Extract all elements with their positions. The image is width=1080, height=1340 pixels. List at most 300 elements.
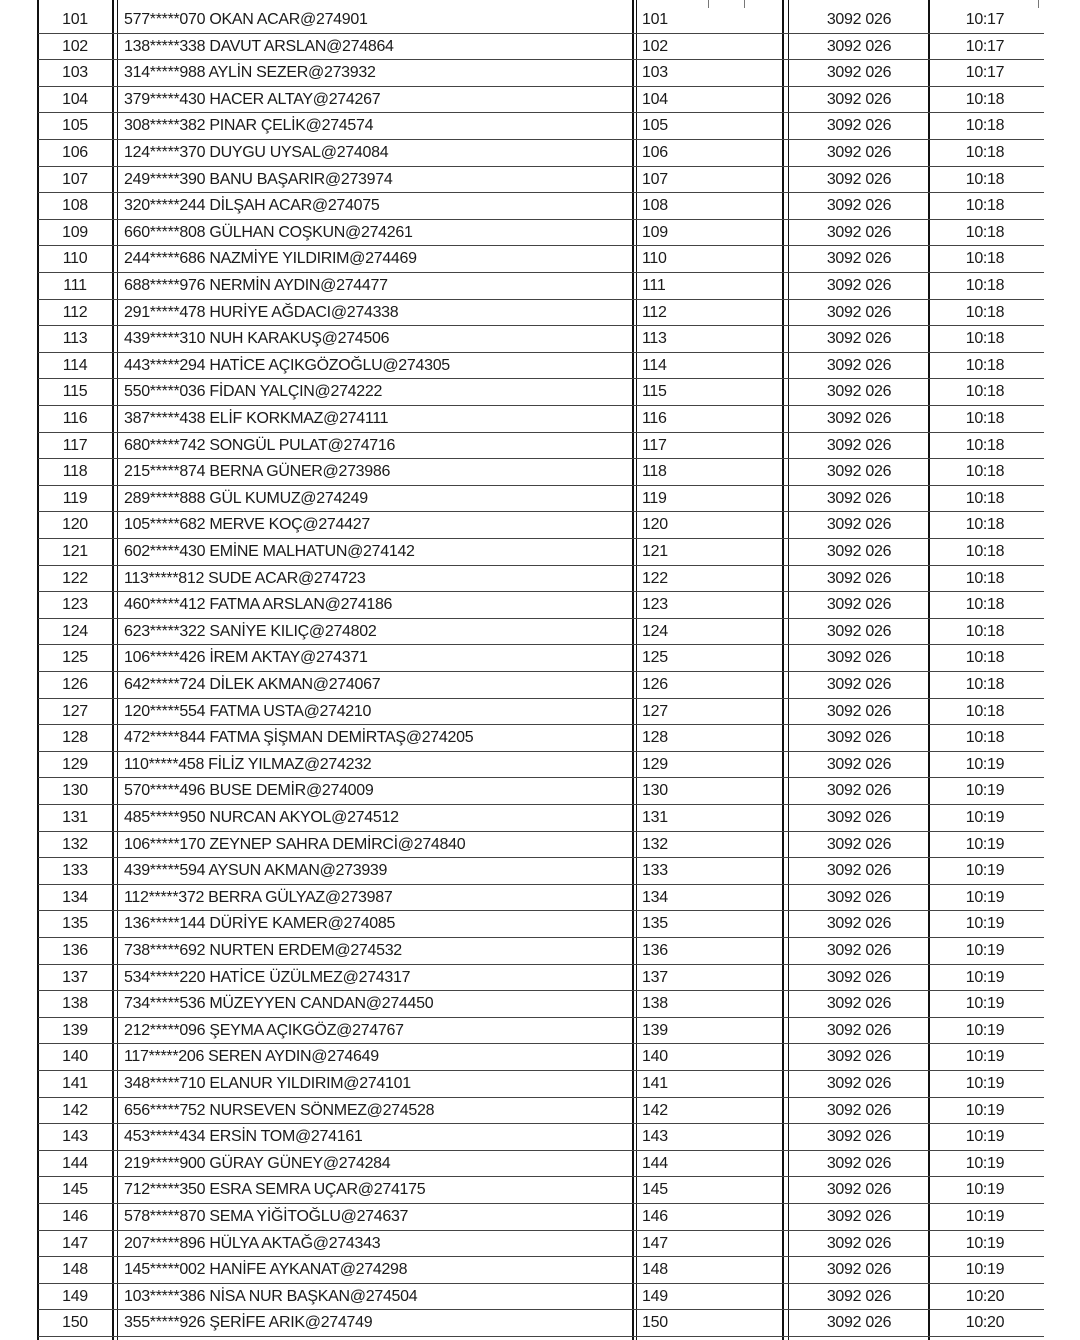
time-cell: 10:17 [965,64,1005,82]
sequence-cell: 124 [642,622,668,640]
sequence-cell: 122 [642,569,668,587]
table-row [38,406,1044,433]
code-cell: 3092 026 [826,410,892,427]
code-cell: 3092 026 [826,144,892,161]
time-cell: 10:18 [965,250,1005,268]
time-cell: 10:20 [965,1287,1005,1305]
participant-cell: 460*****412 FATMA ARSLAN@274186 [124,596,393,614]
time-cell: 10:18 [965,596,1005,614]
row-number-cell: 133 [62,862,88,880]
code-cell: 3092 026 [826,729,892,747]
table-row [38,220,1044,247]
row-number-cell: 113 [62,330,88,348]
participant-cell: 207*****896 HÜLYA AKTAĞ@274343 [124,1234,381,1252]
code-cell: 3092 026 [826,1287,892,1305]
participant-cell: 534*****220 HATİCE ÜZÜLMEZ@274317 [124,968,411,986]
code-cell: 3092 026 [826,1075,892,1092]
time-cell: 10:20 [965,1314,1005,1332]
participant-cell: 120*****554 FATMA USTA@274210 [124,702,372,720]
code-cell: 3092 026 [826,1021,892,1039]
sequence-cell: 147 [642,1234,668,1252]
time-cell: 10:18 [965,676,1005,693]
table-row [38,7,1044,34]
participant-cell: 660*****808 GÜLHAN COŞKUN@274261 [124,223,413,241]
code-cell: 3092 026 [826,782,892,800]
code-cell: 3092 026 [826,1101,892,1119]
row-number-cell: 124 [62,622,88,640]
code-cell: 3092 026 [826,862,892,880]
code-cell: 3092 026 [826,277,892,294]
row-number-cell: 144 [62,1154,88,1172]
row-number-cell: 131 [62,809,88,826]
table-row [38,1177,1044,1204]
table-row [38,592,1044,619]
participant-cell: 623*****322 SANİYE KILIÇ@274802 [124,622,377,640]
code-cell: 3092 026 [826,516,892,534]
code-cell: 3092 026 [826,1128,892,1146]
code-cell: 3092 026 [826,330,892,348]
time-cell: 10:19 [965,862,1005,880]
row-number-cell: 148 [62,1261,88,1279]
sequence-cell: 111 [642,277,666,294]
time-cell: 10:18 [965,170,1005,188]
code-cell: 3092 026 [826,649,892,667]
time-cell: 10:19 [965,1075,1005,1092]
participant-cell: 439*****594 AYSUN AKMAN@273939 [124,862,388,880]
sequence-cell: 134 [642,888,668,906]
table-row [38,1284,1044,1311]
row-number-cell: 121 [62,543,88,560]
table-row [38,938,1044,965]
sequence-cell: 103 [642,64,668,82]
table-row [38,725,1044,752]
code-cell: 3092 026 [826,1048,892,1066]
participant-cell: 439*****310 NUH KARAKUŞ@274506 [124,330,390,348]
participant-cell: 453*****434 ERSİN TOM@274161 [124,1128,363,1146]
row-number-cell: 143 [62,1128,88,1146]
code-cell: 3092 026 [826,250,892,268]
code-cell: 3092 026 [826,303,892,321]
sequence-cell: 137 [642,968,668,986]
participant-cell: 485*****950 NURCAN AKYOL@274512 [124,809,399,826]
code-cell: 3092 026 [826,1154,892,1172]
time-cell: 10:18 [965,729,1005,747]
code-cell: 3092 026 [826,809,892,826]
code-cell: 3092 026 [826,968,892,986]
table-row [38,140,1044,167]
code-cell: 3092 026 [826,1181,892,1199]
time-cell: 10:18 [965,223,1005,241]
row-number-cell: 107 [62,170,88,188]
row-number-cell: 106 [62,144,88,161]
time-cell: 10:18 [965,702,1005,720]
sequence-cell: 107 [642,170,668,188]
code-cell: 3092 026 [826,1261,892,1279]
participant-cell: 387*****438 ELİF KORKMAZ@274111 [124,410,389,427]
sequence-cell: 149 [642,1287,668,1305]
table-row [38,326,1044,353]
row-number-cell: 139 [62,1021,88,1039]
time-cell: 10:18 [965,356,1005,374]
code-cell: 3092 026 [826,622,892,640]
table-row [38,752,1044,779]
participant-cell: 314*****988 AYLİN SEZER@273932 [124,64,376,82]
table-row [38,566,1044,593]
time-cell: 10:18 [965,330,1005,348]
code-cell: 3092 026 [826,64,892,82]
row-number-cell: 145 [62,1181,88,1199]
table-row [38,1151,1044,1178]
sequence-cell: 136 [642,942,668,959]
table-row [38,87,1044,114]
table-row [38,699,1044,726]
participant-cell: 105*****682 MERVE KOÇ@274427 [124,516,370,534]
table-row [38,1098,1044,1125]
table-row [38,1124,1044,1151]
row-number-cell: 108 [62,197,88,215]
participant-cell: 113*****812 SUDE ACAR@274723 [124,569,366,587]
sequence-cell: 106 [642,144,668,161]
sequence-cell: 144 [642,1154,668,1172]
sequence-cell: 109 [642,223,668,241]
time-cell: 10:18 [965,144,1005,161]
time-cell: 10:19 [965,809,1005,826]
participant-cell: 249*****390 BANU BAŞARIR@273974 [124,170,393,188]
table-row [38,805,1044,832]
sequence-cell: 131 [642,809,668,826]
participant-cell: 656*****752 NURSEVEN SÖNMEZ@274528 [124,1101,435,1119]
code-cell: 3092 026 [826,90,892,108]
participant-cell: 443*****294 HATİCE AÇIKGÖZOĞLU@274305 [124,356,450,374]
time-cell: 10:19 [965,1128,1005,1146]
sequence-cell: 140 [642,1048,668,1066]
sequence-cell: 145 [642,1181,668,1199]
row-number-cell: 138 [62,995,88,1013]
participant-cell: 219*****900 GÜRAY GÜNEY@274284 [124,1154,391,1172]
participant-cell: 124*****370 DUYGU UYSAL@274084 [124,144,389,161]
participant-cell: 106*****170 ZEYNEP SAHRA DEMİRCİ@274840 [124,835,466,853]
row-number-cell: 123 [62,596,88,614]
table-row [38,1310,1044,1337]
participant-cell: 145*****002 HANİFE AYKANAT@274298 [124,1261,408,1279]
sequence-cell: 123 [642,596,668,614]
code-cell: 3092 026 [826,596,892,614]
time-cell: 10:19 [965,755,1005,773]
time-cell: 10:18 [965,303,1005,321]
row-number-cell: 120 [62,516,88,534]
time-cell: 10:19 [965,1208,1005,1225]
row-number-cell: 149 [62,1287,88,1305]
participant-cell: 117*****206 SEREN AYDIN@274649 [124,1048,379,1066]
participant-cell: 112*****372 BERRA GÜLYAZ@273987 [124,888,393,906]
time-cell: 10:17 [965,37,1005,55]
sequence-cell: 150 [642,1314,668,1332]
participant-cell: 379*****430 HACER ALTAY@274267 [124,90,381,108]
code-cell: 3092 026 [826,676,892,693]
table-row [38,832,1044,859]
participant-cell: 212*****096 ŞEYMA AÇIKGÖZ@274767 [124,1021,404,1039]
sequence-cell: 135 [642,915,668,933]
time-cell: 10:19 [965,888,1005,906]
participant-cell: 734*****536 MÜZEYYEN CANDAN@274450 [124,995,434,1013]
sequence-cell: 142 [642,1101,668,1119]
table-row [38,858,1044,885]
participant-cell: 688*****976 NERMİN AYDIN@274477 [124,277,388,294]
row-number-cell: 103 [62,64,88,82]
sequence-cell: 148 [642,1261,668,1279]
participant-cell: 578*****870 SEMA YİĞİTOĞLU@274637 [124,1208,409,1225]
sequence-cell: 104 [642,90,668,108]
table-row [38,273,1044,300]
row-number-cell: 132 [62,835,88,853]
sequence-cell: 120 [642,516,668,534]
time-cell: 10:19 [965,968,1005,986]
table-row [38,167,1044,194]
sequence-cell: 102 [642,37,668,55]
row-number-cell: 150 [62,1314,88,1332]
time-cell: 10:18 [965,277,1005,294]
table-row [38,619,1044,646]
sequence-cell: 132 [642,835,668,853]
table-row [38,539,1044,566]
participant-cell: 642*****724 DİLEK AKMAN@274067 [124,676,381,693]
row-number-cell: 110 [62,250,88,268]
sequence-cell: 139 [642,1021,668,1039]
participant-cell: 472*****844 FATMA ŞİŞMAN DEMİRTAŞ@274205 [124,729,474,747]
participant-cell: 355*****926 ŞERİFE ARIK@274749 [124,1314,373,1332]
code-cell: 3092 026 [826,197,892,215]
row-number-cell: 115 [62,383,88,401]
code-cell: 3092 026 [826,489,892,507]
table-row [38,512,1044,539]
sequence-cell: 133 [642,862,668,880]
time-cell: 10:19 [965,1101,1005,1119]
code-cell: 3092 026 [826,117,892,135]
time-cell: 10:18 [965,569,1005,587]
participant-cell: 110*****458 FİLİZ YILMAZ@274232 [124,755,372,773]
row-number-cell: 141 [62,1075,88,1092]
participant-cell: 244*****686 NAZMİYE YILDIRIM@274469 [124,250,417,268]
time-cell: 10:19 [965,942,1005,959]
table-row [38,991,1044,1018]
row-number-cell: 142 [62,1101,88,1119]
code-cell: 3092 026 [826,569,892,587]
sequence-cell: 105 [642,117,668,135]
participant-cell: 738*****692 NURTEN ERDEM@274532 [124,942,402,959]
table-row [38,1044,1044,1071]
code-cell: 3092 026 [826,915,892,933]
participant-cell: 136*****144 DÜRİYE KAMER@274085 [124,915,396,933]
table-row [38,885,1044,912]
time-cell: 10:19 [965,1181,1005,1199]
participant-cell: 291*****478 HURİYE AĞDACI@274338 [124,303,399,321]
row-number-cell: 126 [62,676,88,693]
time-cell: 10:18 [965,489,1005,507]
row-number-cell: 112 [62,303,88,321]
table-row [38,1018,1044,1045]
row-number-cell: 135 [62,915,88,933]
participant-cell: 577*****070 OKAN ACAR@274901 [124,11,368,28]
participant-cell: 106*****426 İREM AKTAY@274371 [124,649,368,667]
time-cell: 10:18 [965,516,1005,534]
row-number-cell: 118 [62,463,88,481]
code-cell: 3092 026 [826,942,892,959]
table-row [38,34,1044,61]
sequence-cell: 115 [642,383,667,401]
time-cell: 10:18 [965,117,1005,135]
code-cell: 3092 026 [826,888,892,906]
time-cell: 10:19 [965,915,1005,933]
table-row [38,246,1044,273]
row-number-cell: 137 [62,968,88,986]
table-row [38,300,1044,327]
table-row [38,672,1044,699]
time-cell: 10:17 [965,11,1005,28]
sequence-cell: 113 [642,330,667,348]
sequence-cell: 126 [642,676,668,693]
participant-cell: 348*****710 ELANUR YILDIRIM@274101 [124,1075,411,1092]
table-row [38,911,1044,938]
sequence-cell: 121 [642,543,668,560]
code-cell: 3092 026 [826,995,892,1013]
sequence-cell: 138 [642,995,668,1013]
time-cell: 10:19 [965,835,1005,853]
row-number-cell: 147 [62,1234,88,1252]
sequence-cell: 146 [642,1208,668,1225]
code-cell: 3092 026 [826,543,892,560]
code-cell: 3092 026 [826,383,892,401]
code-cell: 3092 026 [826,11,892,28]
sequence-cell: 119 [642,489,667,507]
table-row [38,379,1044,406]
sequence-cell: 118 [642,463,667,481]
participant-cell: 602*****430 EMİNE MALHATUN@274142 [124,543,415,560]
sequence-cell: 125 [642,649,668,667]
sequence-cell: 141 [642,1075,668,1092]
sequence-cell: 112 [642,303,667,321]
table-row [38,433,1044,460]
time-cell: 10:19 [965,995,1005,1013]
table-row [38,60,1044,87]
row-number-cell: 116 [62,410,88,427]
code-cell: 3092 026 [826,702,892,720]
code-cell: 3092 026 [826,463,892,481]
sequence-cell: 143 [642,1128,668,1146]
table-row [38,778,1044,805]
row-number-cell: 119 [62,489,88,507]
participant-cell: 320*****244 DİLŞAH ACAR@274075 [124,197,380,215]
table-row [38,193,1044,220]
sequence-cell: 127 [642,702,668,720]
time-cell: 10:19 [965,1261,1005,1279]
table-row [38,486,1044,513]
row-number-cell: 134 [62,888,88,906]
table-row [38,645,1044,672]
row-number-cell: 146 [62,1208,88,1225]
table-row [38,1071,1044,1098]
participant-cell: 103*****386 NİSA NUR BAŞKAN@274504 [124,1287,418,1305]
participant-cell: 215*****874 BERNA GÜNER@273986 [124,463,391,481]
time-cell: 10:19 [965,1048,1005,1066]
row-number-cell: 127 [62,702,88,720]
row-number-cell: 104 [62,90,88,108]
time-cell: 10:18 [965,436,1005,454]
row-number-cell: 117 [62,436,88,454]
participant-cell: 138*****338 DAVUT ARSLAN@274864 [124,37,394,55]
code-cell: 3092 026 [826,1314,892,1332]
sequence-cell: 128 [642,729,668,747]
sequence-cell: 116 [642,410,667,427]
time-cell: 10:18 [965,463,1005,481]
row-number-cell: 125 [62,649,88,667]
row-number-cell: 128 [62,729,88,747]
sequence-cell: 130 [642,782,668,800]
table-row [38,1204,1044,1231]
table-row [38,1257,1044,1284]
sequence-cell: 101 [642,11,668,28]
participant-cell: 570*****496 BUSE DEMİR@274009 [124,782,374,800]
table-row [38,459,1044,486]
row-number-cell: 111 [63,277,87,294]
table-row [38,1231,1044,1258]
sequence-cell: 129 [642,755,668,773]
time-cell: 10:18 [965,90,1005,108]
code-cell: 3092 026 [826,1208,892,1225]
row-number-cell: 129 [62,755,88,773]
participant-cell: 308*****382 PINAR ÇELİK@274574 [124,117,374,135]
participant-cell: 550*****036 FİDAN YALÇIN@274222 [124,383,383,401]
code-cell: 3092 026 [826,37,892,55]
sequence-cell: 110 [642,250,667,268]
sequence-cell: 108 [642,197,668,215]
row-number-cell: 136 [62,942,88,959]
code-cell: 3092 026 [826,835,892,853]
time-cell: 10:18 [965,543,1005,560]
time-cell: 10:19 [965,1154,1005,1172]
row-number-cell: 130 [62,782,88,800]
code-cell: 3092 026 [826,223,892,241]
table-row [38,113,1044,140]
code-cell: 3092 026 [826,755,892,773]
row-number-cell: 101 [62,11,88,28]
row-number-cell: 140 [62,1048,88,1066]
participant-cell: 289*****888 GÜL KUMUZ@274249 [124,489,368,507]
code-cell: 3092 026 [826,356,892,374]
time-cell: 10:19 [965,1021,1005,1039]
row-number-cell: 102 [62,37,88,55]
row-number-cell: 105 [62,117,88,135]
code-cell: 3092 026 [826,1234,892,1252]
time-cell: 10:18 [965,622,1005,640]
code-cell: 3092 026 [826,436,892,454]
participant-cell: 712*****350 ESRA SEMRA UÇAR@274175 [124,1181,426,1199]
time-cell: 10:18 [965,649,1005,667]
time-cell: 10:19 [965,1234,1005,1252]
sequence-cell: 117 [642,436,667,454]
time-cell: 10:18 [965,410,1005,427]
table-row [38,965,1044,992]
code-cell: 3092 026 [826,170,892,188]
row-number-cell: 109 [62,223,88,241]
sequence-cell: 114 [642,356,667,374]
row-number-cell: 114 [62,356,88,374]
time-cell: 10:18 [965,197,1005,215]
participant-cell: 680*****742 SONGÜL PULAT@274716 [124,436,396,454]
time-cell: 10:19 [965,782,1005,800]
table-row [38,353,1044,380]
time-cell: 10:18 [965,383,1005,401]
row-number-cell: 122 [62,569,88,587]
